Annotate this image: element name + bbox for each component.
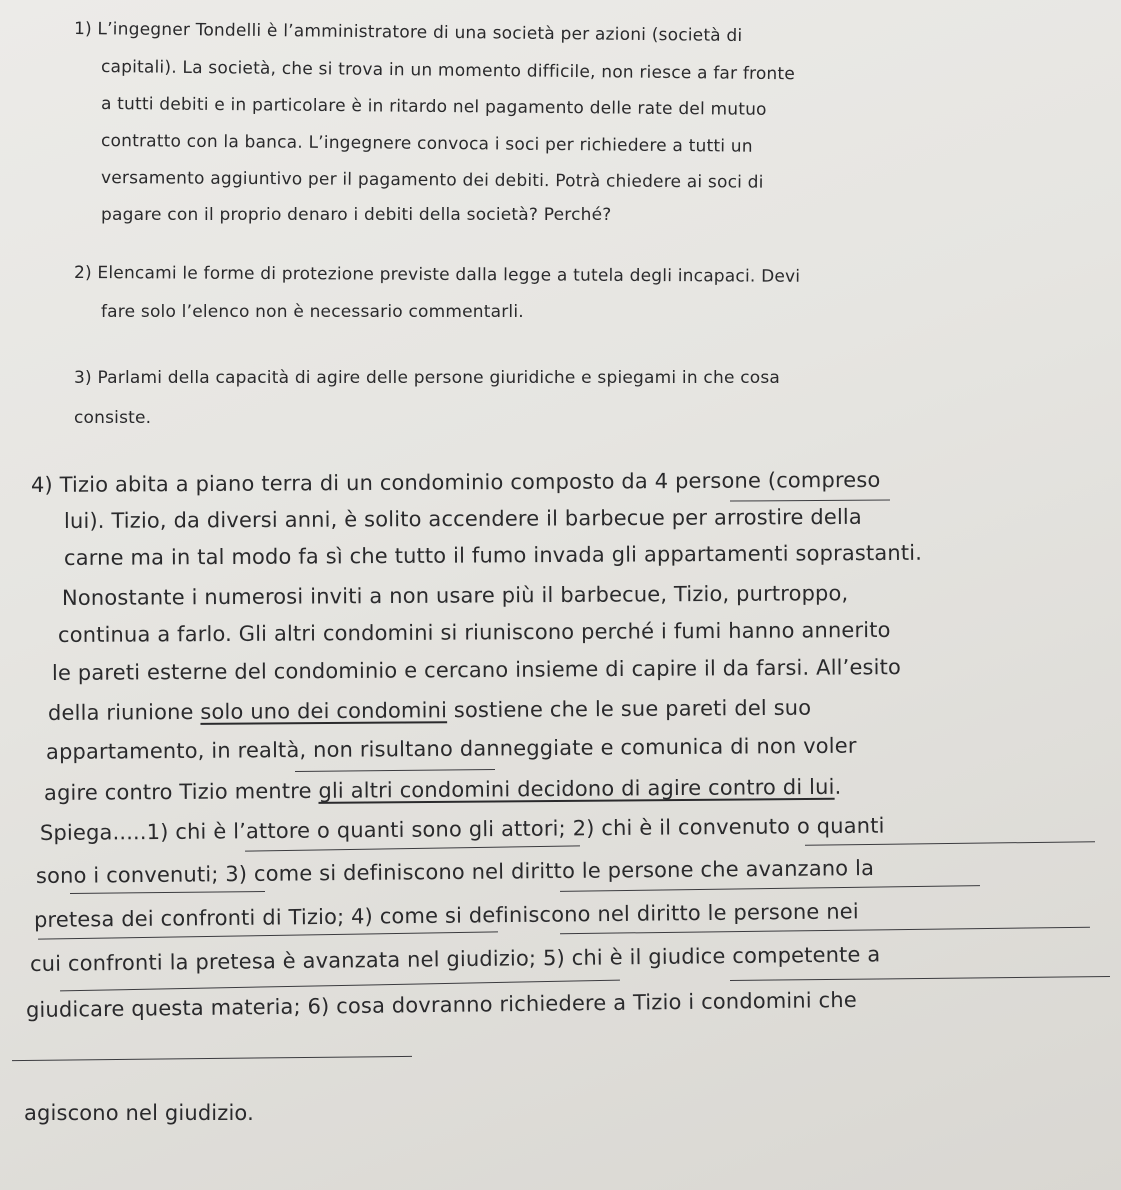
- underlined-phrase-gli-altri: gli altri condomini decidono di agire contro di lui: [318, 774, 835, 803]
- question-4-line-13: cui confronti la pretesa è avanzata nel giudizio; 5) chi è il giudice competente a: [29, 942, 881, 976]
- line-7-text-start: della riunione: [47, 699, 201, 725]
- question-4-line-8: appartamento, in realtà, non risultano danneggiate e comunica di non voler: [45, 733, 857, 764]
- pen-underline-giudice: [730, 976, 1110, 981]
- question-4-line-1: 4) Tizio abita a piano terra di un condominio composto da 4 persone (compreso: [30, 467, 881, 497]
- question-4-line-10: Spiega.....1) chi è l’attore o quanti sono gli attori; 2) chi è il convenuto o quanti: [39, 813, 885, 845]
- question-1-line-1: 1) L’ingegner Tondelli è l’amministratore di una società per azioni (società di: [73, 19, 743, 46]
- question-3-line-2: consiste.: [74, 408, 152, 428]
- pen-underline-attore: [245, 845, 580, 851]
- question-4-line-11: sono i convenuti; 3) come si definiscono nel diritto le persone che avanzano la: [35, 855, 875, 888]
- question-4-line-4: Nonostante i numerosi inviti a non usare più il barbecue, Tizio, purtroppo,: [61, 581, 849, 610]
- pen-underline-pretesa: [38, 931, 498, 939]
- pen-underline-convenuti: [70, 891, 265, 894]
- underlined-phrase-solo-uno: solo uno dei condomini: [200, 698, 448, 724]
- question-4-line-2: lui). Tizio, da diversi anni, è solito accendere il barbecue per arrostire della: [63, 504, 862, 533]
- pen-underline-convenuto: [805, 841, 1095, 846]
- question-1-line-4: contratto con la banca. L’ingegnere convoca i soci per richiedere a tutti un: [100, 131, 753, 157]
- question-4-line-7: [47, 695, 812, 725]
- pen-underline-persone-nei: [560, 927, 1090, 934]
- question-4-line-15: agiscono nel giudizio.: [24, 1101, 254, 1125]
- line-7-text-end: sostiene che le sue pareti del suo: [446, 695, 812, 723]
- question-4-line-12: pretesa dei confronti di Tizio; 4) come si definiscono nel diritto le persone nei: [33, 899, 859, 932]
- line-9-text-end: .: [834, 774, 842, 799]
- question-4-line-14: giudicare questa materia; 6) cosa dovranno richiedere a Tizio i condomini che: [25, 987, 857, 1022]
- question-1-line-6: pagare con il proprio denaro i debiti della società? Perché?: [101, 205, 612, 225]
- question-1-line-3: a tutti debiti e in particolare è in ritardo nel pagamento delle rate del mutuo: [100, 94, 767, 120]
- question-1-line-5: versamento aggiuntivo per il pagamento dei debiti. Potrà chiedere ai soci di: [100, 168, 764, 193]
- question-2-line-1: 2) Elencami le forme di protezione previste dalla legge a tutela degli incapaci. Devi: [73, 263, 801, 287]
- question-4-line-9: [43, 774, 842, 805]
- question-4-line-3: carne ma in tal modo fa sì che tutto il fumo invada gli appartamenti soprastanti.: [63, 540, 923, 570]
- question-1-line-2: capitali). La società, che si trova in un momento difficile, non riesce a far fronte: [100, 57, 796, 85]
- question-2-line-2: fare solo l’elenco non è necessario commentarli.: [101, 302, 524, 322]
- question-4-line-6: le pareti esterne del condominio e cercano insieme di capire il da farsi. All’esito: [51, 655, 902, 685]
- pen-underline-non-risultano: [295, 769, 495, 772]
- line-9-text-start: agire contro Tizio mentre: [43, 778, 319, 805]
- pen-underline-persone-che: [560, 885, 980, 892]
- pen-underline-avanzata: [60, 980, 620, 992]
- question-3-line-1: 3) Parlami della capacità di agire delle persone giuridiche e spiegami in che cosa: [74, 368, 781, 388]
- question-4-line-5: continua a farlo. Gli altri condomini si riuniscono perché i fumi hanno annerito: [57, 617, 891, 647]
- pen-underline-persone: [730, 499, 890, 501]
- pen-underline-giudicare: [12, 1056, 412, 1061]
